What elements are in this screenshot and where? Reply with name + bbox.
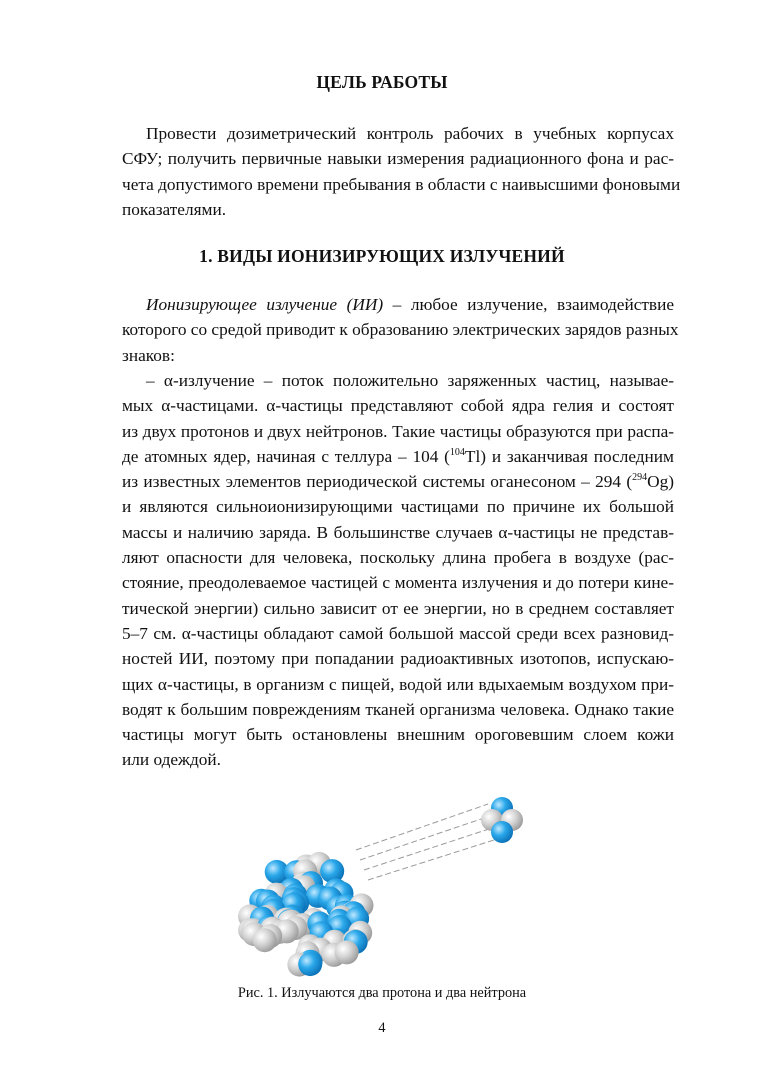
page-number: 4 (378, 1020, 386, 1036)
definition-line: знаков: (122, 345, 175, 365)
goal-line: чета допустимого времени пребывания в области с наивысшими фоновыми (122, 174, 681, 194)
goal-line: показателями. (122, 199, 227, 219)
alpha-line: ляют опасности для человека, поскольку длина пробега в воздухе (рас- (122, 548, 674, 568)
alpha-line: и являются сильноионизирующими частицами по причине их большой (122, 497, 674, 517)
alpha-line: щих α-частицы, в организм с пищей, водой или вдыхаемым воздухом при- (122, 674, 674, 694)
alpha-line: ностей ИИ, поэтому при попадании радиоактивных изотопов, испускаю- (122, 649, 674, 669)
alpha-line: из двух протонов и двух нейтронов. Такие частицы образуются при распа- (122, 421, 674, 441)
alpha-line: тической энергии) сильно зависит от ее энергии, но в среднем составляет (122, 598, 674, 618)
og-superscript: 294 (632, 472, 648, 484)
definition-text: – любое излучение, взаимодействие (383, 295, 674, 314)
alpha-line-tellurium: де атомных ядер, начиная с теллура – 104 ($^{104}$Tl) и заканчивая последним (122, 446, 674, 466)
alpha-line: массы и наличию заряда. В большинстве случаев α-частицы не представ- (122, 522, 674, 542)
definition-paragraph (122, 292, 679, 368)
goal-heading: ЦЕЛЬ РАБОТЫ (316, 72, 448, 92)
goal-line: Провести дозиметрический контроль рабочих в учебных корпусах (146, 124, 674, 143)
proton-sphere (298, 952, 322, 976)
alpha-decay-figure (236, 790, 536, 982)
alpha-line: частицы могут быть остановлены внешним ороговевшим слоем кожи (122, 725, 674, 745)
nucleus-icon (238, 852, 374, 977)
definition-line (122, 292, 674, 317)
alpha-line: 5–7 см. α-частицы обладают самой большой массой среди всех разновид- (122, 623, 674, 643)
neutron-sphere (335, 940, 359, 964)
alpha-line: стояние, преодолеваемое частицей с момента излучения и до потери кине- (122, 573, 674, 593)
tl-superscript: 104 (449, 446, 465, 458)
alpha-line-oganesson: из известных элементов периодической системы оганесоном – 294 ($^{294}$Og) (122, 472, 674, 492)
goal-line: СФУ; получить первичные навыки измерения радиационного фона и рас- (122, 149, 674, 169)
alpha-line: – α-излучение – поток положительно заряженных частиц, называе- (146, 371, 674, 390)
alpha-line: или одеждой. (122, 750, 221, 770)
alpha-line: водят к большим повреждениям тканей организма человека. Однако такие (122, 699, 674, 719)
figure-caption: Рис. 1. Излучаются два протона и два нейтрона (237, 985, 527, 1001)
definition-line: которого со средой приводит к образованию электрических зарядов разных (122, 320, 679, 340)
neutron-sphere (253, 928, 277, 952)
section-heading: 1. ВИДЫ ИОНИЗИРУЮЩИХ ИЗЛУЧЕНИЙ (199, 246, 565, 266)
alpha-paragraph (122, 368, 674, 773)
goal-paragraph (122, 121, 681, 222)
proton-sphere (491, 821, 513, 843)
emission-trail-lines (356, 804, 494, 880)
definition-term: Ионизирующее излучение (ИИ) (146, 295, 384, 314)
alpha-line: мых α-частицами. α-частицы представляют собой ядра гелия и состоят (122, 396, 674, 416)
